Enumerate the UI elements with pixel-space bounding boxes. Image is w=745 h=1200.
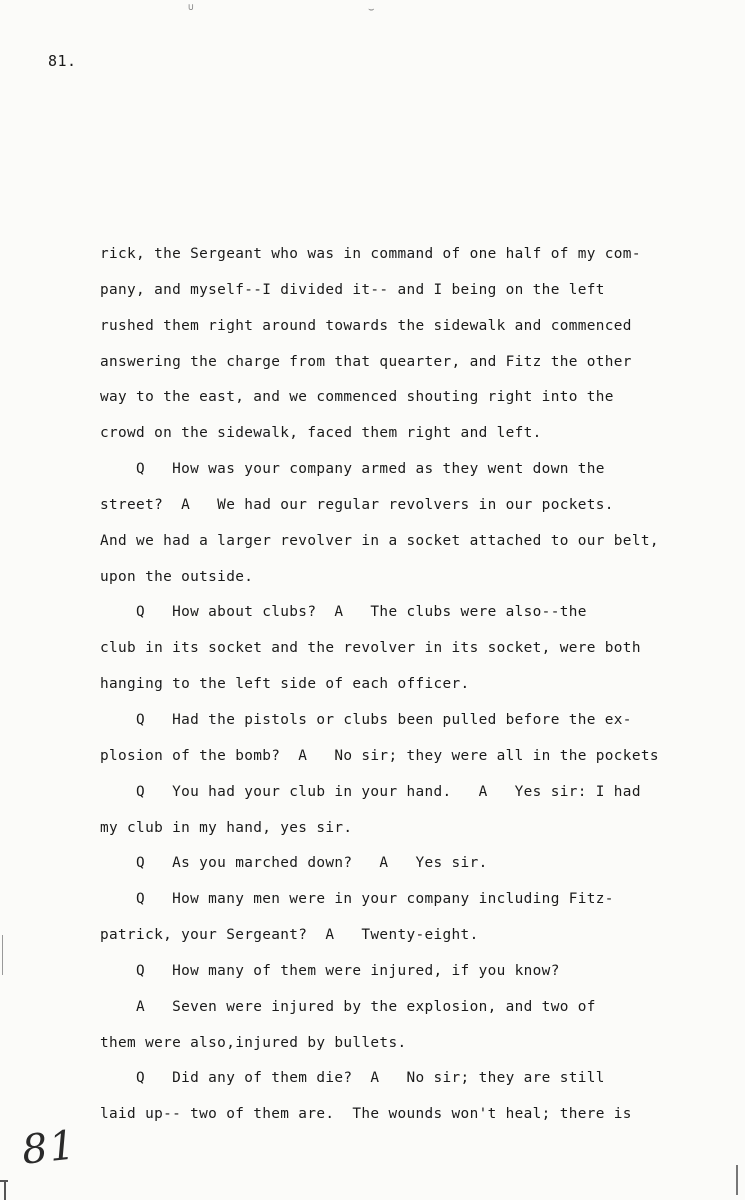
text-line: Q As you marched down? A Yes sir.: [100, 855, 488, 872]
text-line: hanging to the left side of each officer.: [100, 676, 470, 693]
transcript-body: [100, 244, 700, 1140]
right-edge-mark: [736, 1165, 738, 1195]
left-edge-bar: [4, 1180, 6, 1200]
text-line: Q Did any of them die? A No sir; they are still: [100, 1070, 605, 1087]
text-line: Q Had the pistols or clubs been pulled before the ex-: [100, 711, 632, 728]
text-line: Q How many of them were injured, if you know?: [100, 962, 560, 979]
text-line: them were also,injured by bullets.: [100, 1034, 407, 1051]
top-smudge-right: ⌣: [368, 4, 375, 15]
text-line: And we had a larger revolver in a socket attached to our belt,: [100, 532, 659, 549]
text-line: my club in my hand, yes sir.: [100, 819, 353, 836]
text-line: Q How was your company armed as they went down the: [100, 461, 605, 478]
text-line: Q How many men were in your company including Fitz-: [100, 891, 614, 908]
text-line: club in its socket and the revolver in its socket, were both: [100, 640, 641, 657]
left-edge-mark: [2, 935, 3, 975]
text-line: crowd on the sidewalk, faced them right and left.: [100, 425, 542, 442]
text-line: patrick, your Sergeant? A Twenty-eight.: [100, 927, 479, 944]
text-line: upon the outside.: [100, 568, 254, 585]
text-line: Q How about clubs? A The clubs were also--the: [100, 604, 587, 621]
text-line: Q You had your club in your hand. A Yes sir: I had: [100, 783, 641, 800]
text-line: pany, and myself--I divided it-- and I being on the left: [100, 281, 605, 298]
text-line: rick, the Sergeant who was in command of one half of my com-: [100, 246, 641, 262]
handwritten-page-number: 81: [19, 1122, 80, 1174]
text-line: street? A We had our regular revolvers in our pockets.: [100, 496, 614, 513]
page-number: 81.: [48, 52, 77, 70]
text-line: way to the east, and we commenced shouting right into the: [100, 389, 614, 406]
text-line: plosion of the bomb? A No sir; they were all in the pockets: [100, 747, 659, 764]
text-line: A Seven were injured by the explosion, and two of: [100, 998, 596, 1015]
text-line: rushed them right around towards the sidewalk and commenced: [100, 317, 632, 334]
text-line: answering the charge from that quearter, and Fitz the other: [100, 353, 632, 370]
text-line: laid up-- two of them are. The wounds won't heal; there is: [100, 1106, 632, 1123]
top-smudge-left: ∪: [188, 2, 195, 13]
